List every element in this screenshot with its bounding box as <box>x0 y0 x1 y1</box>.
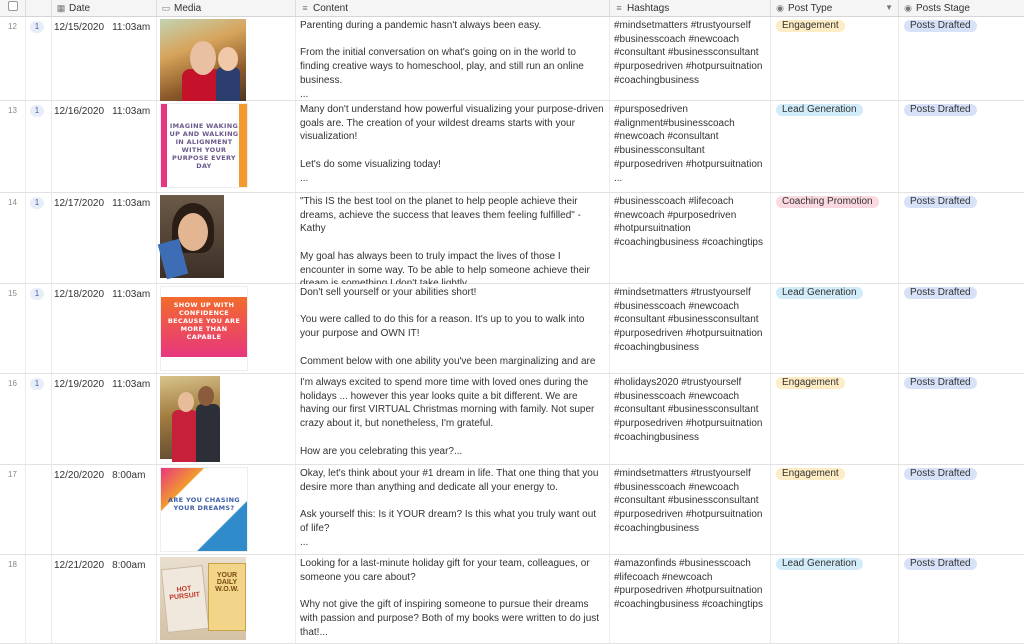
time-value: 11:03am <box>112 198 151 209</box>
row-number: 17 <box>0 465 26 554</box>
posts-stage-cell[interactable] <box>899 193 1024 283</box>
column-header-date[interactable] <box>52 0 157 16</box>
column-header-media-label: Media <box>174 3 202 14</box>
chevron-down-icon[interactable]: ▼ <box>885 3 893 12</box>
table-row[interactable] <box>0 101 1024 193</box>
comment-count-badge[interactable]: 1 <box>30 105 44 117</box>
media-thumbnail[interactable] <box>160 195 224 278</box>
book-title: YOUR DAILY W.O.W. <box>215 572 239 593</box>
column-header-posts-stage-label: Posts Stage <box>916 3 970 14</box>
date-cell[interactable] <box>52 555 157 643</box>
post-type-badge: Engagement <box>776 20 845 32</box>
row-number: 13 <box>0 101 26 192</box>
column-header-content[interactable] <box>296 0 610 16</box>
post-type-badge: Lead Generation <box>776 558 863 570</box>
single-select-icon: ◉ <box>776 3 784 13</box>
posts-stage-cell[interactable] <box>899 17 1024 100</box>
column-header-media[interactable] <box>157 0 296 16</box>
post-type-cell[interactable] <box>771 284 899 373</box>
media-cell[interactable] <box>157 465 296 554</box>
hashtags-cell[interactable]: #businesscoach #lifecoach #newcoach #purposedriven #hotpursuitnation #coachingbusiness #coachingtips <box>610 193 771 283</box>
content-cell[interactable]: Looking for a last-minute holiday gift for your team, colleagues, or someone you care about? Why not give the gift of inspiring someone to pursue their dreams with passion and purpose? Both of my books were written to do just that!... <box>296 555 610 643</box>
column-header-date-label: Date <box>69 3 91 14</box>
content-cell[interactable]: Many don't understand how powerful visualizing your purpose-driven goals are. The creation of your wildest dreams starts with your visualization! Let's do some visualizing today! ... <box>296 101 610 192</box>
posts-stage-badge: Posts Drafted <box>904 104 977 116</box>
media-thumbnail[interactable] <box>160 19 246 102</box>
date-value: 12/15/2020 <box>54 22 105 33</box>
select-all-checkbox-cell[interactable] <box>0 0 26 16</box>
media-cell[interactable] <box>157 555 296 643</box>
posts-stage-cell[interactable] <box>899 374 1024 464</box>
row-number: 12 <box>0 17 26 100</box>
hashtags-cell[interactable]: #mindsetmatters #trustyourself #businesscoach #newcoach #consultant #businessconsultant #purposedriven #hotpursuitnation #coachingbusiness <box>610 284 771 373</box>
table-row[interactable] <box>0 374 1024 465</box>
posts-stage-cell[interactable] <box>899 284 1024 373</box>
single-select-icon: ◉ <box>904 3 912 13</box>
hashtags-cell[interactable]: #pursposedriven #alignment#businesscoach #newcoach #consultant #businessconsultant #purposedriven #hotpursuitnation ... <box>610 101 771 192</box>
grid-header <box>0 0 1024 17</box>
column-header-content-label: Content <box>313 3 349 14</box>
posts-stage-badge: Posts Drafted <box>904 468 977 480</box>
date-cell[interactable] <box>52 17 157 100</box>
posts-stage-cell[interactable] <box>899 465 1024 554</box>
post-type-cell[interactable] <box>771 465 899 554</box>
comment-count-badge[interactable]: 1 <box>30 197 44 209</box>
hashtags-cell[interactable]: #mindsetmatters #trustyourself #businesscoach #newcoach #consultant #businessconsultant #purposedriven #hotpursuitnation #coachingbusiness <box>610 465 771 554</box>
date-value: 12/17/2020 <box>54 198 105 209</box>
row-number: 16 <box>0 374 26 464</box>
comment-count-cell[interactable] <box>26 374 52 464</box>
media-cell[interactable] <box>157 101 296 192</box>
hashtags-cell[interactable]: #amazonfinds #businesscoach #lifecoach #newcoach #purposedriven #hotpursuitnation #coachingbusiness #coachingtips <box>610 555 771 643</box>
date-cell[interactable] <box>52 465 157 554</box>
table-row[interactable] <box>0 555 1024 644</box>
thumbnail-caption: ARE YOU CHASING YOUR DREAMS? <box>168 496 240 512</box>
post-type-badge: Engagement <box>776 377 845 389</box>
date-value: 12/16/2020 <box>54 106 105 117</box>
thumbnail-caption: IMAGINE WAKING UP AND WALKING IN ALIGNMENT WITH YOUR PURPOSE EVERY DAY <box>169 122 239 170</box>
date-cell[interactable] <box>52 193 157 283</box>
comment-count-cell[interactable] <box>26 284 52 373</box>
date-cell[interactable] <box>52 374 157 464</box>
column-header-posts-stage[interactable] <box>899 0 1024 16</box>
long-text-icon: ≡ <box>302 3 308 13</box>
table-row[interactable] <box>0 284 1024 374</box>
header-spacer <box>26 0 52 16</box>
post-type-cell[interactable] <box>771 555 899 643</box>
row-number: 14 <box>0 193 26 283</box>
thumbnail-caption: SHOW UP WITH CONFIDENCE BECAUSE YOU ARE MORE THAN CAPABLE <box>167 301 241 341</box>
date-value: 12/18/2020 <box>54 289 105 300</box>
post-type-cell[interactable] <box>771 193 899 283</box>
media-thumbnail[interactable] <box>160 467 248 552</box>
table-row[interactable] <box>0 465 1024 555</box>
post-type-badge: Lead Generation <box>776 104 863 116</box>
date-cell[interactable] <box>52 101 157 192</box>
content-cell[interactable]: I'm always excited to spend more time with loved ones during the holidays ... however this year looks quite a bit different. We are having our first VIRTUAL Christmas morning with family. Not super crazy about it, but nonetheless, I'm grateful. How are you celebrating this year?... <box>296 374 610 464</box>
row-number: 15 <box>0 284 26 373</box>
content-cell[interactable]: "This IS the best tool on the planet to help people achieve their dreams, achieve the success that leaves them feeling fulfilled" - Kathy My goal has always been to truly impact the lives of those I encounter in some way. To be able to help someone achieve their <box>296 193 610 283</box>
table-row[interactable] <box>0 193 1024 284</box>
select-all-checkbox[interactable] <box>8 1 18 11</box>
posts-stage-badge: Posts Drafted <box>904 558 977 570</box>
media-thumbnail[interactable] <box>160 286 248 371</box>
date-value: 12/20/2020 <box>54 470 105 481</box>
comment-count-badge[interactable]: 1 <box>30 378 44 390</box>
date-cell[interactable] <box>52 284 157 373</box>
column-header-post-type-label: Post Type <box>788 3 833 14</box>
table-row[interactable] <box>0 17 1024 101</box>
posts-stage-badge: Posts Drafted <box>904 287 977 299</box>
media-thumbnail[interactable] <box>160 376 220 459</box>
hashtags-cell[interactable]: #holidays2020 #trustyourself #businesscoach #newcoach #consultant #businessconsultant #purposedriven #hotpursuitnation #coachingbusiness <box>610 374 771 464</box>
post-type-cell[interactable] <box>771 17 899 100</box>
post-type-badge: Coaching Promotion <box>776 196 879 208</box>
row-number: 18 <box>0 555 26 643</box>
time-value: 11:03am <box>112 106 151 117</box>
calendar-icon: ▦ <box>56 3 66 13</box>
posts-stage-cell[interactable] <box>899 555 1024 643</box>
time-value: 11:03am <box>112 22 151 33</box>
time-value: 11:03am <box>112 379 151 390</box>
posts-stage-badge: Posts Drafted <box>904 377 977 389</box>
time-value: 11:03am <box>112 289 151 300</box>
content-cell[interactable]: Don't sell yourself or your abilities short! You were called to do this for a reason. It's up to you to walk into your purpose and OWN IT! Comment below with one ability you've been marginalizing and are <box>296 284 610 373</box>
column-header-hashtags-label: Hashtags <box>627 3 670 14</box>
posts-stage-cell[interactable] <box>899 101 1024 192</box>
post-type-badge: Engagement <box>776 468 845 480</box>
date-value: 12/21/2020 <box>54 560 105 571</box>
attachment-icon: ▭ <box>161 3 171 13</box>
media-thumbnail[interactable] <box>160 557 246 640</box>
time-value: 8:00am <box>112 560 146 571</box>
post-type-badge: Lead Generation <box>776 287 863 299</box>
post-type-cell[interactable] <box>771 374 899 464</box>
column-header-hashtags[interactable] <box>610 0 771 16</box>
comment-count-cell[interactable] <box>26 193 52 283</box>
content-cell[interactable]: Okay, let's think about your #1 dream in life. That one thing that you desire more than anything and dedicate all your energy to. Ask yourself this: Is it YOUR dream? Is this what you truly want out of life? ... <box>296 465 610 554</box>
book-title: HOT PURSUIT <box>169 585 201 602</box>
content-cell[interactable]: Parenting during a pandemic hasn't always been easy. From the initial conversation on what's going on in the world to finding creative ways to homeschool, play, and still run an online business. ... <box>296 17 610 100</box>
comment-count-cell[interactable] <box>26 17 52 100</box>
posts-stage-badge: Posts Drafted <box>904 20 977 32</box>
time-value: 8:00am <box>112 470 146 481</box>
comment-count-cell[interactable] <box>26 465 52 554</box>
posts-stage-badge: Posts Drafted <box>904 196 977 208</box>
date-value: 12/19/2020 <box>54 379 105 390</box>
post-type-cell[interactable] <box>771 101 899 192</box>
comment-count-cell[interactable] <box>26 101 52 192</box>
hashtags-cell[interactable]: #mindsetmatters #trustyourself #businesscoach #newcoach #consultant #businessconsultant #purposedriven #hotpursuitnation #coachingbusiness <box>610 17 771 100</box>
media-thumbnail[interactable] <box>160 103 248 188</box>
comment-count-badge[interactable]: 1 <box>30 21 44 33</box>
media-cell[interactable] <box>157 374 296 464</box>
comment-count-badge[interactable]: 1 <box>30 288 44 300</box>
media-cell[interactable] <box>157 284 296 373</box>
comment-count-cell[interactable] <box>26 555 52 643</box>
column-header-post-type[interactable] <box>771 0 899 16</box>
media-cell[interactable] <box>157 17 296 100</box>
media-cell[interactable] <box>157 193 296 283</box>
long-text-icon: ≡ <box>616 3 622 13</box>
